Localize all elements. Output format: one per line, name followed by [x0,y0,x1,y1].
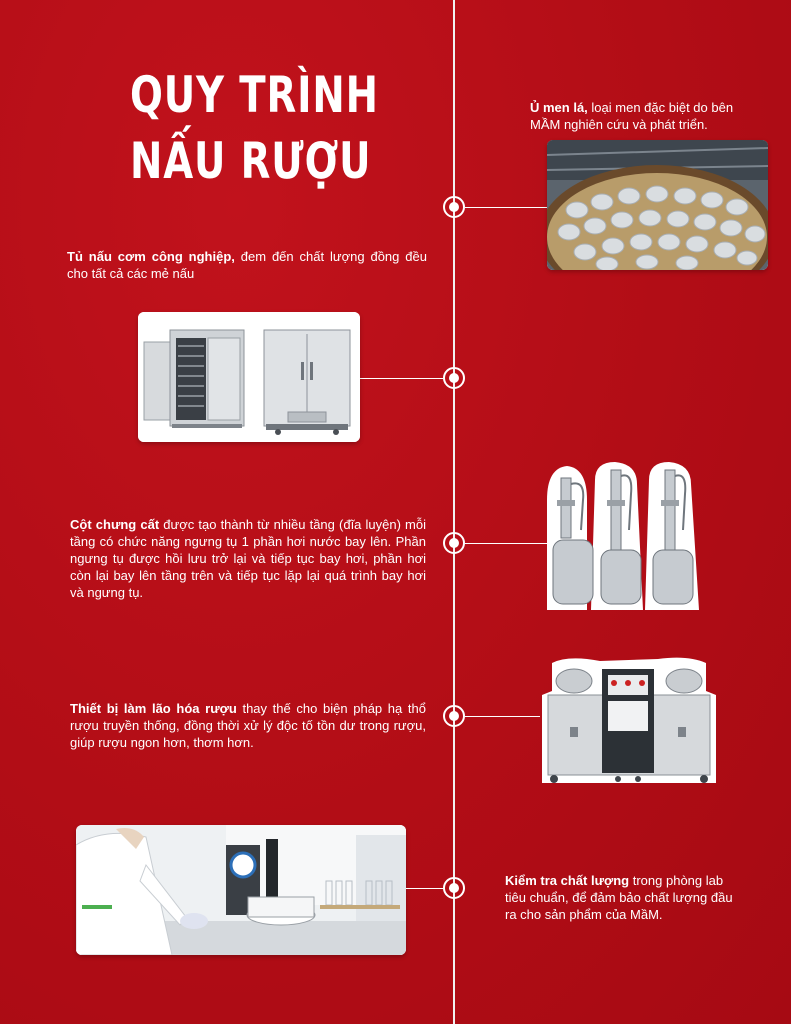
lab-quality-photo [76,825,406,955]
step-4-rest: thay thế cho biện pháp hạ thổ rượu truyền thống, đồng thời xử lý độc tố tồn dư trong rượu, giúp rượu ngon hơn, thơm hơn. [70,701,426,750]
step-5-bold: Kiểm tra chất lượng [505,873,630,888]
step-2-rest: đem đến chất lượng đồng đều cho tất cả các mẻ nấu [67,249,427,281]
timeline-node-2 [443,367,465,389]
timeline-node-5 [443,877,465,899]
timeline-node-3 [443,532,465,554]
step-2-bold: Tủ nấu cơm công nghiệp, [67,249,235,264]
title-line-1: QUY TRÌNH [130,66,379,124]
yeast-photo [547,140,768,270]
step-3-text [70,516,426,601]
page-title [130,62,388,194]
connector-4 [465,716,540,717]
step-3-bold: Cột chưng cất [70,517,160,532]
connector-5 [406,888,443,889]
title-line-2: NẤU RƯỢU [130,132,372,190]
step-1-rest: loại men đặc biệt do bên MẦM nghiên cứu và phát triển. [530,100,734,132]
wine-aging-device-photo [538,655,720,787]
step-4-text [70,700,426,751]
timeline-node-4 [443,705,465,727]
timeline-node-1 [443,196,465,218]
step-3-rest: được tạo thành từ nhiều tầng (đĩa luyện) mỗi tầng có chức năng ngưng tụ 1 phần hơi nước bay lên. Phần ngưng tụ được hồi lưu trở lại và tiếp tục bay hơi, phần hơi còn lại bay lên tầng trên và tiếp tục lặp lại quá trình bay hơi và ngưng tụ. [70,517,427,600]
step-4-bold: Thiết bị làm lão hóa rượu [70,701,237,716]
step-1-bold: Ủ men lá, [530,100,588,115]
rice-steamer-photo [138,312,360,442]
connector-1 [465,207,547,208]
step-5-rest: trong phòng lab tiêu chuẩn, để đảm bảo chất lượng đầu ra cho sản phẩm của MầM. [505,873,733,922]
step-1-text [530,99,762,133]
step-2-text [67,248,427,282]
connector-3 [465,543,547,544]
timeline-line [453,0,455,1024]
step-5-text [505,872,745,923]
connector-2 [360,378,443,379]
distillation-column-photo [545,460,701,610]
